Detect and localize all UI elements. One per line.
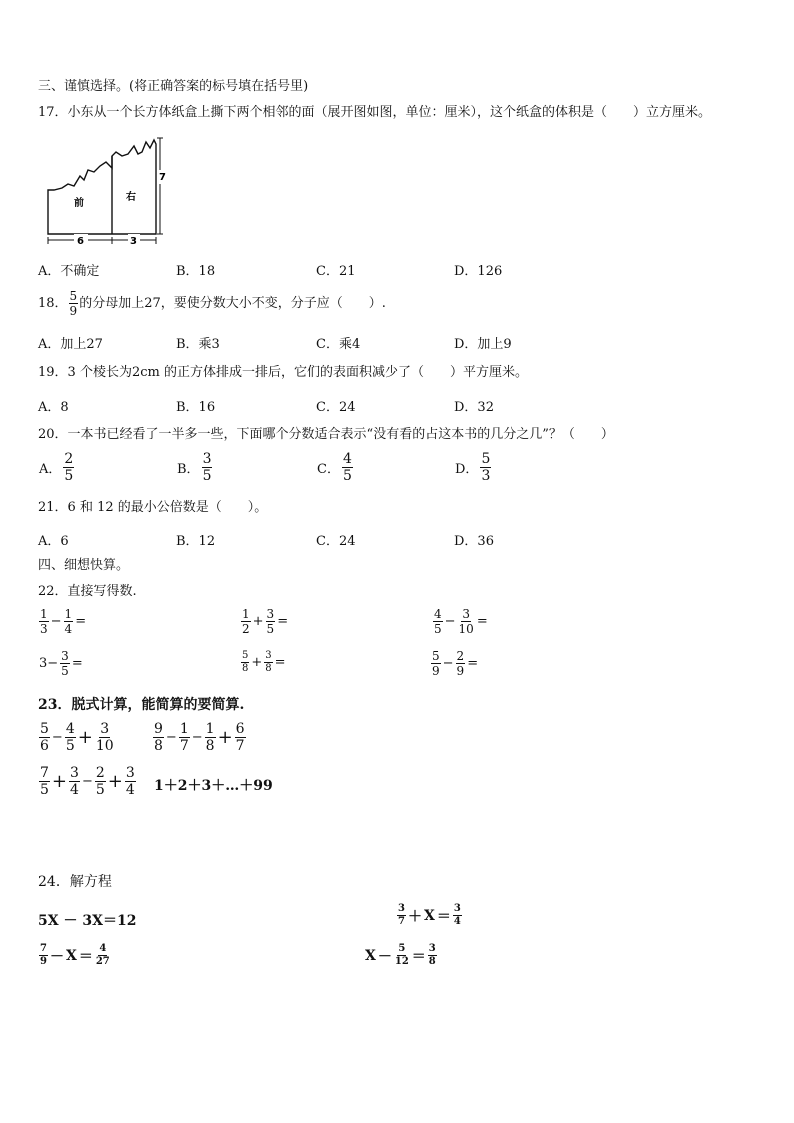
label-width-6: 6	[77, 236, 84, 246]
q22-expr-2: $\frac{1}{2}$ + $\frac{3}{5}$ =	[242, 607, 289, 636]
q18-option-c: C．乘4	[316, 337, 361, 352]
q21-option-b: B．12	[176, 534, 216, 549]
question-21-text: 21．6 和 12 的最小公倍数是（ ）。	[38, 500, 268, 515]
q20-option-c: C． $\frac{4}{5}$	[317, 451, 352, 484]
q21-option-c: C．24	[316, 534, 356, 549]
q18-fraction: $\frac{5}{9}$	[69, 289, 78, 318]
question-17-text: 17．小东从一个长方体纸盒上撕下两个相邻的面（展开图如图，单位：厘米），这个纸盒的体积是（ ）立方厘米。	[38, 105, 712, 120]
q18-text: 的分母加上27，要使分数大小不变，分子应（ ）.	[79, 296, 386, 311]
question-18	[38, 287, 386, 321]
q23-expr-3: $\frac{7}{5}$ + $\frac{3}{4}$ − $\frac{2}{5}$ + $\frac{3}{4}$	[40, 765, 135, 798]
q18-option-b: B．乘3	[176, 337, 220, 352]
q22-expr-6: $\frac{5}{9}$ − $\frac{2}{9}$ =	[432, 649, 479, 678]
q18-number: 18．	[38, 296, 68, 311]
label-right: 右	[126, 192, 136, 203]
q17-option-a: A．不确定	[38, 264, 100, 279]
q22-expr-3: $\frac{4}{5}$ − $\frac{3}{10}$ =	[434, 607, 488, 636]
question-24-title: 24．解方程	[38, 874, 112, 890]
q19-option-d: D．32	[454, 400, 494, 415]
q20-option-b: B． $\frac{3}{5}$	[177, 451, 212, 484]
net-diagram	[40, 134, 170, 246]
q20-option-a: A． $\frac{2}{5}$	[39, 451, 74, 484]
question-22-title: 22．直接写得数.	[38, 584, 137, 599]
q22-expr-5: $\frac{5}{8}$ + $\frac{3}{8}$ =	[242, 650, 286, 674]
q17-option-d: D．126	[454, 264, 503, 279]
section-3-title: 三、谨慎选择。(将正确答案的标号填在括号里)	[38, 79, 309, 94]
q24-equation-2: $\frac{3}{7}$ ＋ X ＝ $\frac{3}{4}$	[398, 903, 461, 927]
label-front: 前	[74, 198, 84, 209]
q24-equation-4: X － $\frac{5}{12}$ ＝ $\frac{3}{8}$	[365, 943, 436, 967]
q20-option-d: D． $\frac{5}{3}$	[455, 451, 491, 484]
q17-option-c: C．21	[316, 264, 356, 279]
q18-option-d: D．加上9	[454, 337, 512, 352]
q19-option-a: A．8	[38, 400, 69, 415]
q23-expr-1: $\frac{5}{6}$ − $\frac{4}{5}$ + $\frac{3}{10}$	[40, 721, 114, 754]
q23-expr-4: 1＋2＋3＋…＋99	[154, 778, 273, 794]
q22-expr-1: $\frac{1}{3}$ − $\frac{1}{4}$ =	[40, 607, 87, 636]
label-height-7: 7	[159, 172, 166, 183]
q24-equation-3: $\frac{7}{9}$ － X ＝ $\frac{4}{27}$	[40, 943, 110, 967]
q21-option-a: A．6	[38, 534, 69, 549]
section-4-title: 四、细想快算。	[38, 558, 130, 573]
q18-option-a: A．加上27	[38, 337, 103, 352]
q19-option-c: C．24	[316, 400, 356, 415]
question-19-text: 19．3 个棱长为2cm 的正方体排成一排后，它们的表面积减少了（ ）平方厘米。	[38, 365, 528, 380]
q23-expr-2: $\frac{9}{8}$ − $\frac{1}{7}$ − $\frac{1}{8}$ + $\frac{6}{7}$	[154, 721, 245, 754]
question-23-title: 23．脱式计算，能简算的要简算.	[38, 697, 245, 713]
q17-option-b: B．18	[176, 264, 216, 279]
q19-option-b: B．16	[176, 400, 216, 415]
q22-expr-4: 3− $\frac{3}{5}$ =	[39, 649, 83, 678]
label-width-3: 3	[130, 236, 137, 246]
q21-option-d: D．36	[454, 534, 494, 549]
q24-equation-1: 5X － 3X＝12	[38, 913, 137, 929]
question-20-text: 20．一本书已经看了一半多一些，下面哪个分数适合表示“没有看的占这本书的几分之几”？（ ）	[38, 427, 614, 442]
